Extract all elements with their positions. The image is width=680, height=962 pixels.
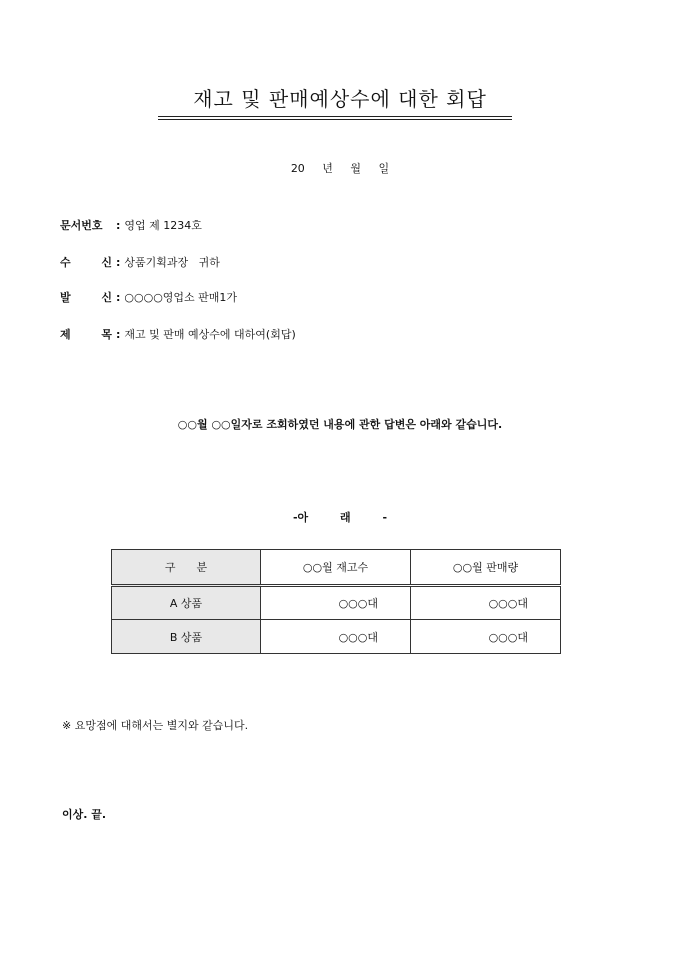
field-subject <box>60 328 296 342</box>
table-row <box>112 620 561 654</box>
field-value: 상품기획과장 귀하 <box>124 256 220 269</box>
title-underline-bottom <box>158 119 512 120</box>
intro-sentence: ○○월 ○○일자로 조회하였던 내용에 관한 답변은 아래와 같습니다. <box>177 418 503 431</box>
notice-heading: -아 래 - <box>292 511 388 524</box>
field-colon: : <box>116 256 121 269</box>
field-colon: : <box>116 219 121 232</box>
header-sales: ○○월 판매량 <box>411 550 561 586</box>
row-stock: ○○○대 <box>261 620 411 654</box>
field-label: 제 목 <box>60 328 112 341</box>
field-value: 영업 제 1234호 <box>124 219 202 232</box>
inventory-table <box>111 549 561 654</box>
field-document-number <box>60 219 202 233</box>
row-sales: ○○○대 <box>411 586 561 620</box>
closing-line: 이상. 끝. <box>62 808 107 821</box>
field-recipient <box>60 256 220 270</box>
field-label: 수 신 <box>60 256 112 269</box>
field-label: 발 신 <box>60 291 112 304</box>
table-header-row <box>112 550 561 586</box>
row-item: B 상품 <box>112 620 261 654</box>
header-category: 구 분 <box>112 550 261 586</box>
field-value: 재고 및 판매 예상수에 대하여(회답) <box>124 328 296 341</box>
title-underline-top <box>158 116 512 117</box>
field-sender <box>60 291 237 305</box>
row-sales: ○○○대 <box>411 620 561 654</box>
note-line: ※ 요망점에 대해서는 별지와 같습니다. <box>62 719 249 732</box>
table-row <box>112 586 561 620</box>
header-stock: ○○월 재고수 <box>261 550 411 586</box>
field-label: 문서번호 <box>60 219 103 232</box>
document-date: 20 년 월 일 <box>290 162 390 175</box>
field-value: ○○○○영업소 판매1가 <box>124 291 238 304</box>
document-title: 재고 및 판매예상수에 대한 회답 <box>193 87 487 111</box>
field-colon: : <box>116 291 121 304</box>
row-stock: ○○○대 <box>261 586 411 620</box>
row-item: A 상품 <box>112 586 261 620</box>
field-colon: : <box>116 328 121 341</box>
